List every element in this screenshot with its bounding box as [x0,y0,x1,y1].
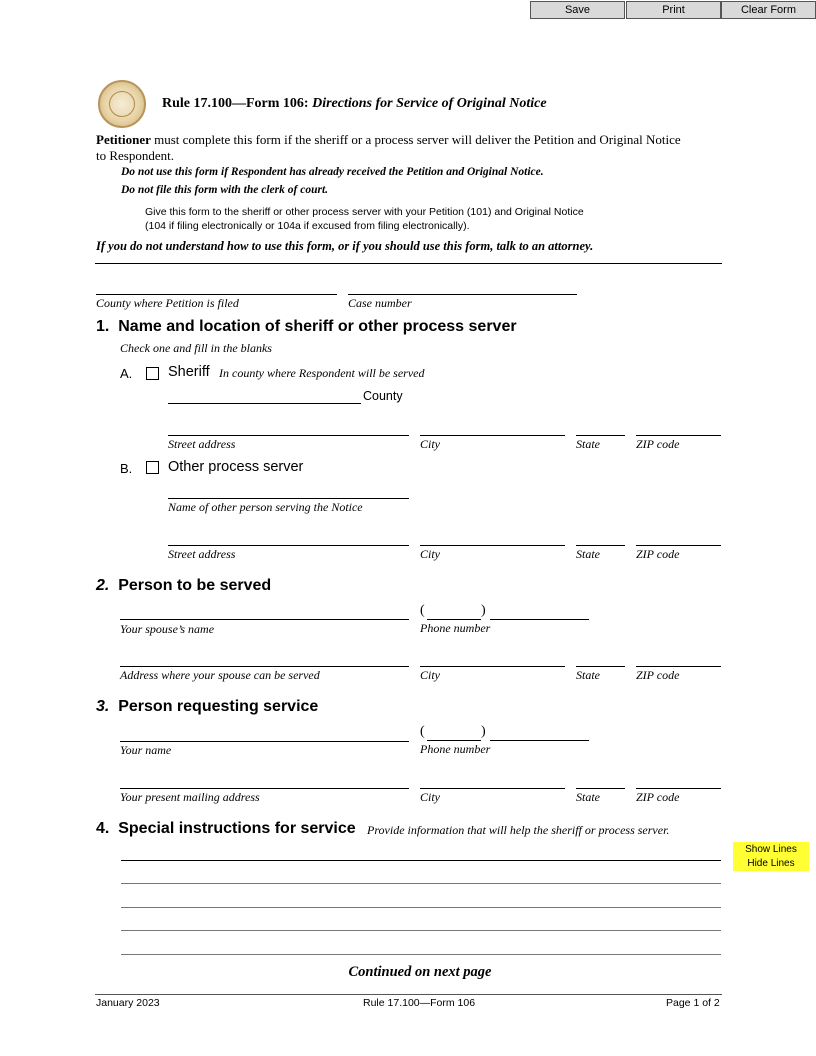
instruction-line [121,907,721,908]
spouse-state-label: State [576,668,600,682]
other-server-checkbox[interactable] [146,461,159,474]
print-button[interactable]: Print [626,1,721,19]
option-a-letter: A. [120,366,133,381]
section-4-heading: 4. Special instructions for service [96,820,356,837]
section-2-heading: 2. Person to be served [96,577,272,594]
county-input[interactable] [96,278,337,294]
give-form-note-line2: (104 if filing electronically or 104a if excused from filing electronically). [145,220,470,232]
spouse-state-input[interactable] [576,650,625,666]
requester-state-underline [576,788,625,789]
other-zip-input[interactable] [636,529,721,545]
sheriff-street-underline [168,435,409,436]
other-city-label: City [420,547,440,561]
other-zip-underline [636,545,721,546]
section-3-heading: 3. Person requesting service [96,698,319,715]
petitioner-instruction: Petitioner must complete this form if the sheriff or a process server will deliver the Petition and Original Notice [96,132,681,147]
hide-lines-button[interactable]: Hide Lines [733,856,809,871]
phone-open-paren: ( [420,603,425,618]
spouse-name-input[interactable] [120,603,409,619]
requester-name-label: Your name [120,743,172,757]
spouse-name-label: Your spouse’s name [120,622,215,636]
other-server-name-underline [168,498,409,499]
sheriff-state-label: State [576,437,600,451]
show-lines-button[interactable]: Show Lines [733,842,809,857]
case-number-input[interactable] [348,278,577,294]
requester-zip-input[interactable] [636,772,721,788]
save-button[interactable]: Save [530,1,625,19]
other-street-label: Street address [168,547,236,561]
other-state-label: State [576,547,600,561]
other-server-name-label: Name of other person serving the Notice [168,500,363,514]
county-label: County where Petition is filed [96,296,239,310]
spouse-city-label: City [420,668,440,682]
spouse-address-label: Address where your spouse can be served [120,668,320,682]
special-instructions-textarea[interactable] [121,840,721,960]
spouse-phone-input[interactable] [490,603,589,619]
footer-form: Rule 17.100—Form 106 [363,997,476,1009]
spouse-zip-underline [636,666,721,667]
county-suffix: County [363,389,403,403]
sheriff-city-label: City [420,437,440,451]
continued-note: Continued on next page [348,964,492,980]
requester-name-input[interactable] [120,725,409,741]
sheriff-state-underline [576,435,625,436]
court-seal-logo [98,80,146,128]
spouse-city-input[interactable] [420,650,565,666]
spouse-zip-input[interactable] [636,650,721,666]
instruction-line [121,954,721,955]
section-4-note: Provide information that will help the sheriff or process server. [367,823,670,837]
other-city-underline [420,545,565,546]
footer-page: Page 1 of 2 [666,997,720,1009]
other-state-input[interactable] [576,529,625,545]
sheriff-city-input[interactable] [420,419,565,435]
spouse-area-code-input[interactable] [427,603,481,619]
sheriff-label: Sheriff [168,364,210,380]
do-not-file-note: Do not file this form with the clerk of court. [121,184,329,196]
requester-area-code-underline [427,740,481,741]
spouse-address-input[interactable] [120,650,409,666]
give-form-note-line1: Give this form to the sheriff or other process server with your Petition (101) and Original Notice [145,206,584,218]
other-server-label: Other process server [168,459,304,475]
requester-city-label: City [420,790,440,804]
spouse-address-underline [120,666,409,667]
requester-phone-underline [490,740,589,741]
clear-form-button[interactable]: Clear Form [721,1,816,19]
phone-open-paren-2: ( [420,724,425,739]
sheriff-zip-underline [636,435,721,436]
spouse-state-underline [576,666,625,667]
sheriff-state-input[interactable] [576,419,625,435]
requester-address-underline [120,788,409,789]
spouse-city-underline [420,666,565,667]
other-city-input[interactable] [420,529,565,545]
requester-state-label: State [576,790,600,804]
case-number-underline [348,294,577,295]
spouse-phone-underline [490,619,589,620]
option-b-letter: B. [120,461,133,476]
other-street-input[interactable] [168,529,409,545]
footer-divider [95,994,722,995]
requester-zip-underline [636,788,721,789]
requester-city-underline [420,788,565,789]
sheriff-street-label: Street address [168,437,236,451]
requester-phone-input[interactable] [490,724,589,740]
sheriff-zip-input[interactable] [636,419,721,435]
instruction-line [121,860,721,861]
requester-area-code-input[interactable] [427,724,481,740]
instruction-line [121,930,721,931]
sheriff-county-input[interactable] [168,387,361,403]
spouse-zip-label: ZIP code [636,668,680,682]
other-zip-label: ZIP code [636,547,680,561]
spouse-area-code-underline [427,619,481,620]
sheriff-checkbox[interactable] [146,367,159,380]
divider [95,263,722,264]
attorney-note: If you do not understand how to use this form, or if you should use this form, talk to an attorney. [96,239,594,253]
requester-city-input[interactable] [420,772,565,788]
phone-close-paren: ) [481,603,486,618]
sheriff-zip-label: ZIP code [636,437,680,451]
case-number-label: Case number [348,296,412,310]
page-title: Rule 17.100—Form 106: Directions for Service of Original Notice [162,96,547,111]
section-1-heading: 1. Name and location of sheriff or other process server [96,318,517,335]
other-state-underline [576,545,625,546]
sheriff-city-underline [420,435,565,436]
sheriff-street-input[interactable] [168,419,409,435]
phone-close-paren-2: ) [481,724,486,739]
other-server-name-input[interactable] [168,482,409,498]
requester-address-label: Your present mailing address [120,790,260,804]
requester-address-input[interactable] [120,772,409,788]
requester-phone-label: Phone number [420,742,491,756]
requester-state-input[interactable] [576,772,625,788]
spouse-name-underline [120,619,409,620]
section-1-instruction: Check one and fill in the blanks [120,341,272,355]
sheriff-county-underline [168,403,361,404]
petitioner-instruction-line2: to Respondent. [96,148,174,163]
sheriff-note: In county where Respondent will be served [219,366,425,380]
spouse-phone-label: Phone number [420,621,491,635]
county-underline [96,294,337,295]
do-not-use-note: Do not use this form if Respondent has already received the Petition and Original Notice. [121,166,544,178]
instruction-line [121,883,721,884]
requester-name-underline [120,741,409,742]
other-street-underline [168,545,409,546]
requester-zip-label: ZIP code [636,790,680,804]
footer-date: January 2023 [96,997,160,1009]
